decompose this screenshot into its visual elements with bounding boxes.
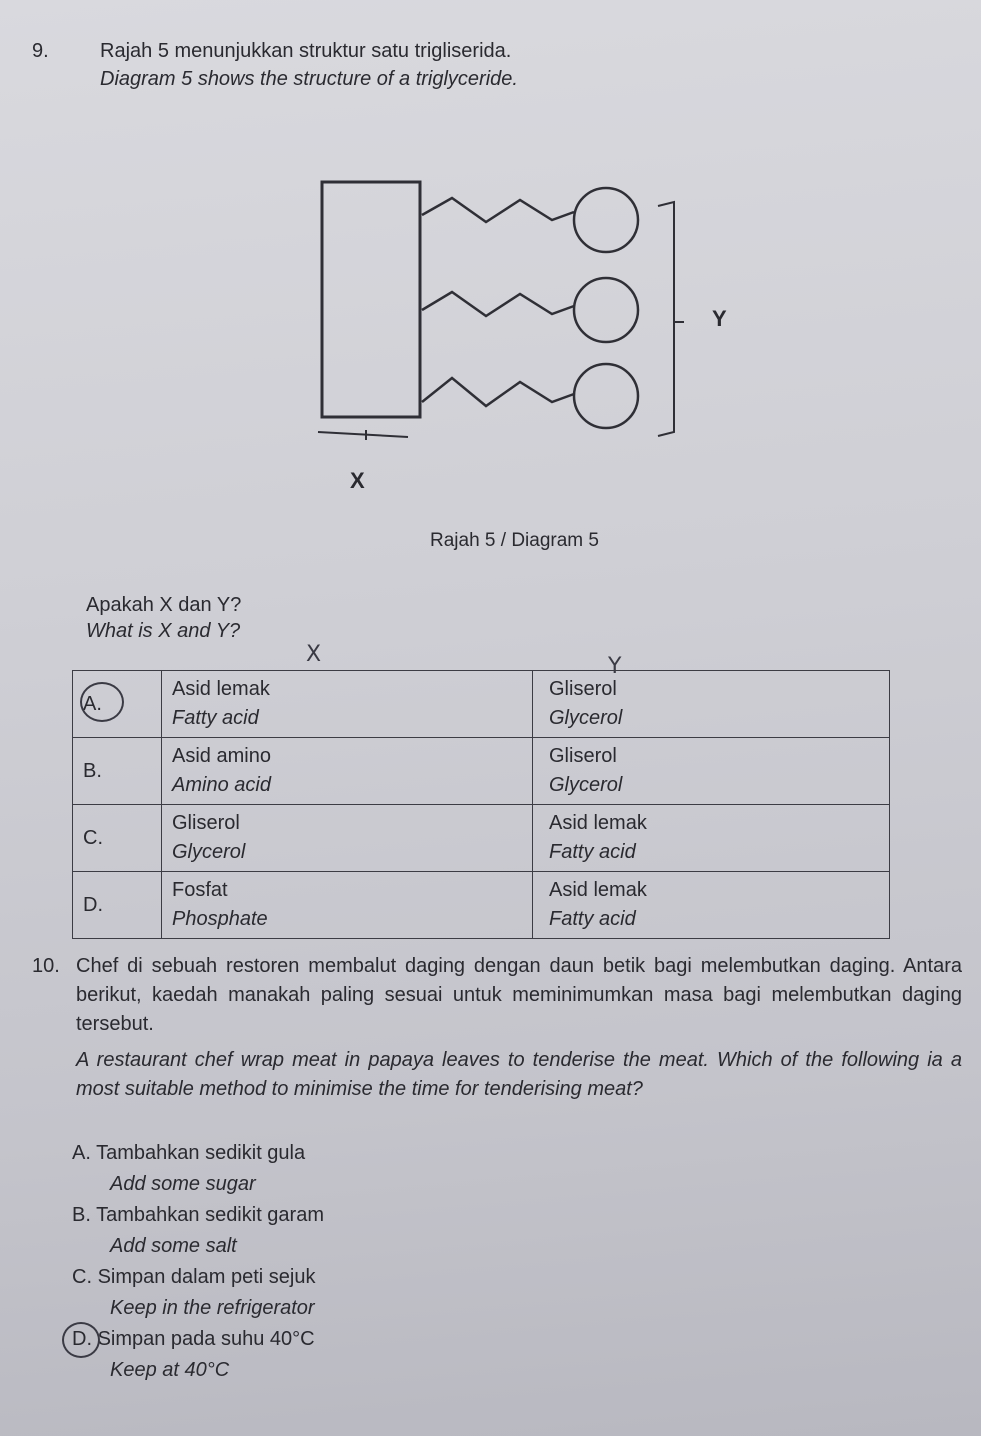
option-x-malay: Asid lemak — [172, 678, 270, 700]
handwritten-y-mark: Y — [608, 654, 622, 679]
fatty-acid-end-3 — [574, 364, 638, 428]
fatty-acid-chains — [422, 188, 638, 428]
option-x-english: Phosphate — [172, 908, 268, 930]
q9-number: 9. — [32, 40, 49, 62]
option-y-cell — [533, 738, 890, 805]
option-letter: C. — [73, 805, 162, 872]
option-row-c[interactable] — [73, 805, 890, 872]
triglyceride-diagram — [300, 170, 740, 450]
option-x-cell — [162, 671, 533, 738]
option-row-a[interactable] — [73, 671, 890, 738]
bracket-y — [658, 202, 674, 436]
q9-text-malay: Rajah 5 menunjukkan struktur satu trigliserida. — [100, 40, 512, 62]
fatty-acid-chain-2 — [422, 292, 574, 316]
option-malay: Simpan dalam peti sejuk — [97, 1266, 316, 1288]
q9-options-table — [72, 670, 890, 939]
q10-options-list — [72, 1138, 324, 1386]
q10-option-b[interactable] — [72, 1200, 324, 1262]
option-row-b[interactable] — [73, 738, 890, 805]
fatty-acid-chain-3 — [422, 378, 574, 406]
fatty-acid-end-2 — [574, 278, 638, 342]
option-letter: B. — [72, 1204, 91, 1226]
option-x-malay: Gliserol — [172, 812, 240, 834]
option-malay: Tambahkan sedikit garam — [96, 1204, 324, 1226]
q10-text-english: A restaurant chef wrap meat in papaya leaves to tenderise the meat. Which of the following ia a most suitable method to minimise the time for tenderising meat? — [76, 1049, 962, 1100]
option-letter: B. — [73, 738, 162, 805]
glycerol-block — [322, 182, 420, 417]
option-x-english: Amino acid — [172, 774, 271, 796]
q10-option-d[interactable] — [72, 1324, 324, 1386]
q9-ask-english: What is X and Y? — [86, 620, 241, 642]
answer-circle-a — [80, 682, 124, 722]
option-x-english: Fatty acid — [172, 707, 259, 729]
bracket-x — [318, 432, 408, 437]
option-x-malay: Asid amino — [172, 745, 271, 767]
q9-text-english: Diagram 5 shows the structure of a triglyceride. — [100, 68, 518, 90]
q10-option-c[interactable] — [72, 1262, 324, 1324]
option-y-malay: Asid lemak — [549, 812, 647, 834]
option-english: Keep in the refrigerator — [110, 1297, 315, 1319]
option-y-english: Fatty acid — [549, 841, 636, 863]
option-x-english: Glycerol — [172, 841, 246, 863]
option-malay: Tambahkan sedikit gula — [96, 1142, 306, 1164]
label-y: Y — [712, 306, 727, 331]
option-letter: A. — [73, 671, 162, 738]
diagram-caption: Rajah 5 / Diagram 5 — [430, 530, 599, 551]
option-x-cell — [162, 738, 533, 805]
option-y-english: Glycerol — [549, 707, 623, 729]
option-y-malay: Gliserol — [549, 678, 617, 700]
option-y-malay: Asid lemak — [549, 879, 647, 901]
option-letter: C. — [72, 1266, 92, 1288]
q10-number: 10. — [32, 955, 60, 977]
option-english: Add some sugar — [110, 1173, 256, 1195]
label-x: X — [350, 468, 365, 493]
q9-ask-malay: Apakah X dan Y? — [86, 594, 242, 616]
option-y-cell — [533, 805, 890, 872]
option-letter: A. — [72, 1142, 91, 1164]
option-english: Add some salt — [110, 1235, 237, 1257]
option-letter: D. — [73, 872, 162, 939]
option-y-english: Fatty acid — [549, 908, 636, 930]
option-row-d[interactable] — [73, 872, 890, 939]
q10-option-a[interactable] — [72, 1138, 324, 1200]
option-x-cell — [162, 872, 533, 939]
handwritten-x-mark: X — [306, 642, 322, 667]
option-english: Keep at 40°C — [110, 1359, 230, 1381]
q10-text-malay: Chef di sebuah restoren membalut daging dengan daun betik bagi melembutkan daging. Antara berikut, kaedah manakah paling sesuai untuk meminimumkan masa bagi melembutkan daging tersebut. — [76, 955, 962, 1035]
option-y-cell — [533, 872, 890, 939]
option-x-cell — [162, 805, 533, 872]
option-y-english: Glycerol — [549, 774, 623, 796]
fatty-acid-chain-1 — [422, 198, 574, 222]
option-y-malay: Gliserol — [549, 745, 617, 767]
fatty-acid-end-1 — [574, 188, 638, 252]
option-letter: D. — [72, 1328, 92, 1350]
option-y-cell — [533, 671, 890, 738]
option-malay: Simpan pada suhu 40°C — [97, 1328, 315, 1350]
answer-circle-d — [62, 1322, 100, 1358]
option-x-malay: Fosfat — [172, 879, 228, 901]
